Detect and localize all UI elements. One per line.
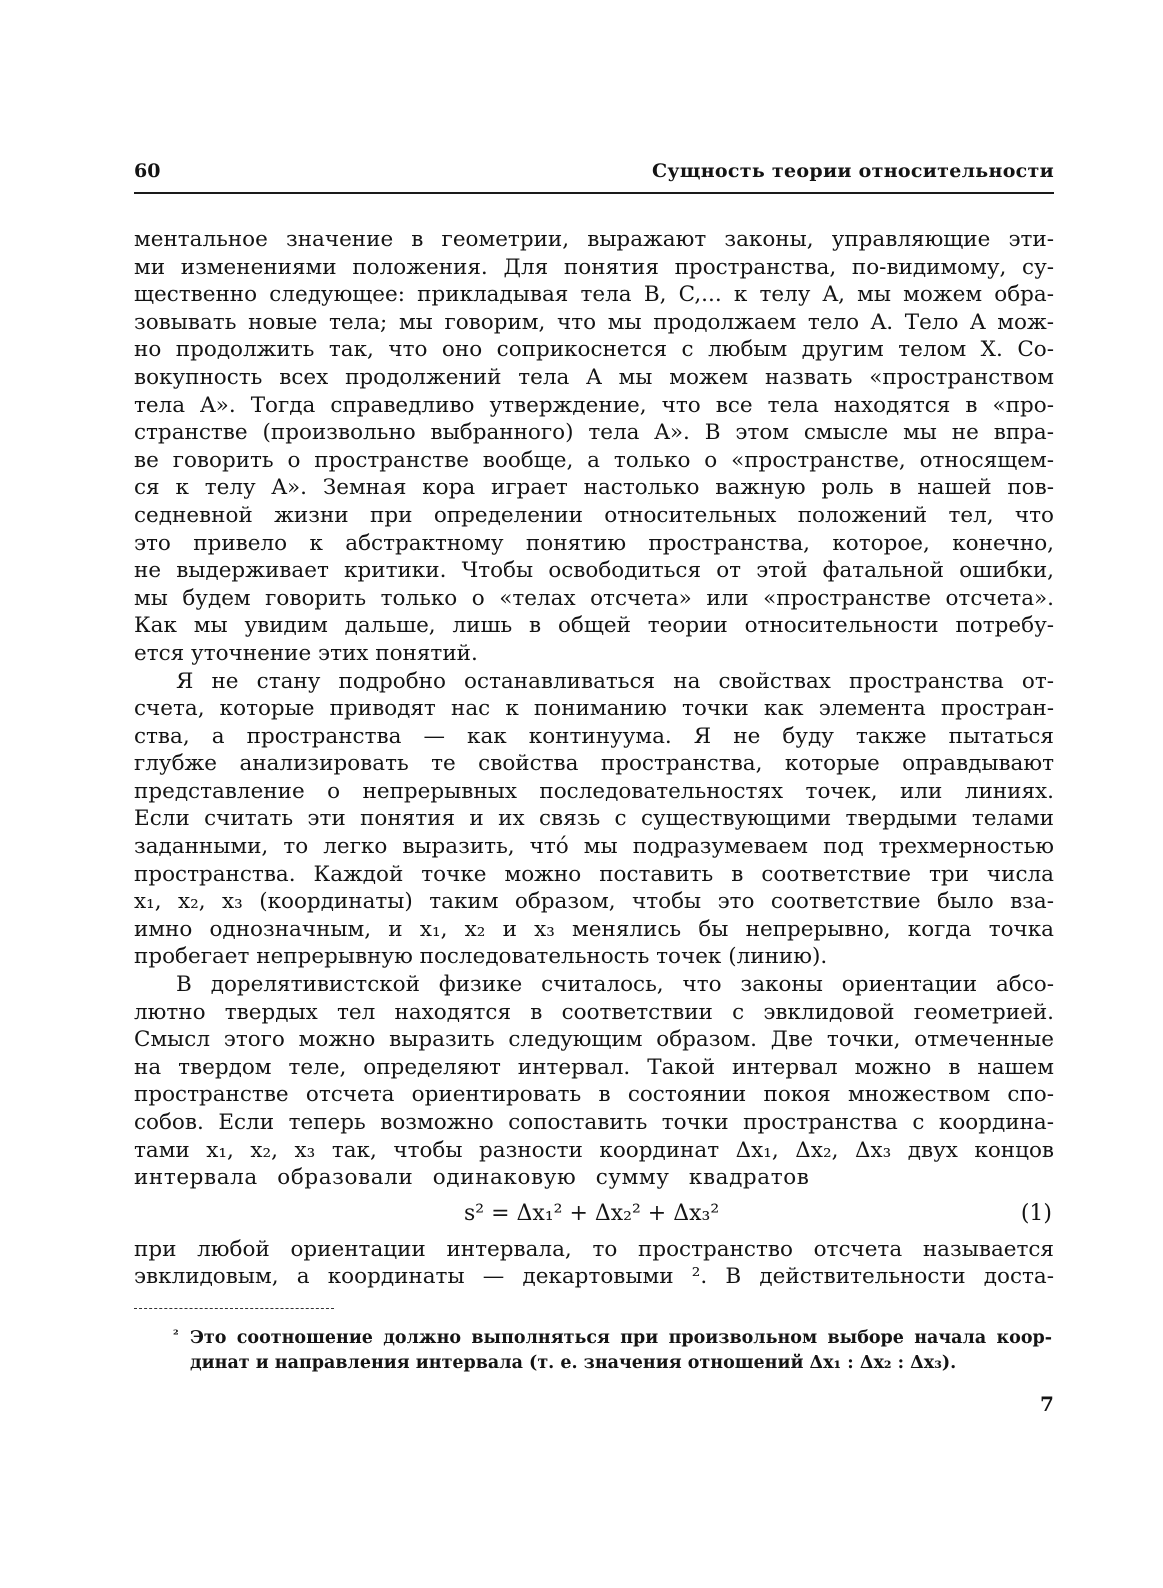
text-line: представление о непрерывных последовательностях точек, или линиях. xyxy=(134,778,1054,804)
text-line: щественно следующее: прикладывая тела B, C,... к телу A, мы можем обра- xyxy=(134,282,1054,308)
text-line: счета, которые приводят нас к пониманию точки как элемента простран- xyxy=(134,696,1054,722)
text-line: это привело к абстрактному понятию пространства, которое, конечно, xyxy=(134,530,1054,556)
text-line: x₁, x₂, x₃ (координаты) таким образом, чтобы это соответствие было вза- xyxy=(134,889,1054,915)
text-line: глубже анализировать те свойства пространства, которые оправдывают xyxy=(134,751,1054,777)
text-line: собов. Если теперь возможно сопоставить точки пространства с координа- xyxy=(134,1110,1054,1135)
text-line: вокупность всех продолжений тела A мы можем назвать «пространством xyxy=(134,364,1054,390)
paragraph-1 xyxy=(134,226,1054,668)
text-line: но продолжить так, что оно соприкоснется с любым другим телом X. Со- xyxy=(134,337,1054,363)
text-line: Я не стану подробно останавливаться на свойствах пространства от- xyxy=(176,668,1054,694)
running-header xyxy=(134,160,1054,194)
text-line: не выдерживает критики. Чтобы освободиться от этой фатальной ошибки, xyxy=(134,558,1054,584)
text-line: ментальное значение в геометрии, выражают законы, управляющие эти- xyxy=(134,227,1054,252)
text-line: тела A». Тогда справедливо утверждение, что все тела находятся в «про- xyxy=(134,392,1054,418)
text-line: лютно твердых тел находятся в соответствии с эвклидовой геометрией. xyxy=(134,999,1054,1025)
running-title: Сущность теории относительности xyxy=(651,160,1054,182)
text-line: зовывать новые тела; мы говорим, что мы продолжаем тело A. Тело A мож- xyxy=(134,309,1054,335)
text-line: странстве (произвольно выбранного) тела A». В этом смысле мы не впра- xyxy=(134,420,1054,446)
text-line: имно однозначным, и x₁, x₂ и x₃ менялись бы непрерывно, когда точка xyxy=(134,916,1054,942)
text-line: ется уточнение этих понятий. xyxy=(134,640,478,666)
text-line: Как мы увидим дальше, лишь в общей теории относительности потребу- xyxy=(134,613,1054,639)
text-line: седневной жизни при определении относительных положений тел, что xyxy=(134,502,1054,528)
footnote-line: Это соотношение должно выполняться при произвольном выборе начала коор- xyxy=(190,1328,1052,1348)
text-line: тами x₁, x₂, x₃ так, чтобы разности координат Δx₁, Δx₂, Δx₃ двух концов xyxy=(134,1137,1054,1163)
paragraph-4 xyxy=(134,1236,1054,1291)
text-line: на твердом теле, определяют интервал. Такой интервал можно в нашем xyxy=(134,1054,1054,1080)
signature-mark: 7 xyxy=(1040,1392,1054,1416)
footnote-mark: ² xyxy=(173,1328,179,1343)
page-number: 60 xyxy=(134,160,161,182)
text-line: заданными, то легко выразить, что́ мы подразумеваем под трехмерностью xyxy=(134,834,1054,860)
text-line: В дорелятивистской физике считалось, что законы ориентации абсо- xyxy=(176,972,1054,998)
text-line: ства, а пространства — как континуума. Я не буду также пытаться xyxy=(134,723,1054,749)
footnote-separator xyxy=(134,1308,334,1309)
footnote-line: динат и направления интервала (т. е. значения отношений Δx₁ : Δx₂ : Δx₃). xyxy=(190,1353,957,1373)
paragraph-3 xyxy=(134,971,1054,1192)
equation-number: (1) xyxy=(1020,1200,1052,1226)
text-line: пространстве отсчета ориентировать в состоянии покоя множеством спо- xyxy=(134,1082,1054,1108)
text-line: пробегает непрерывную последовательность точек (линию). xyxy=(134,944,828,970)
main-text xyxy=(134,226,1054,1291)
text-line: ся к телу A». Земная кора играет настолько важную роль в нашей пов- xyxy=(134,475,1054,501)
text-line: Если считать эти понятия и их связь с существующими твердыми телами xyxy=(134,806,1054,832)
text-line: мы будем говорить только о «телах отсчета» или «пространстве отсчета». xyxy=(134,585,1054,611)
text-line: эвклидовым, а координаты — декартовыми ². В действительности доста- xyxy=(134,1264,1054,1290)
equation-formula: s² = Δx₁² + Δx₂² + Δx₃² xyxy=(464,1200,720,1226)
text-line: Смысл этого можно выразить следующим образом. Две точки, отмеченные xyxy=(134,1027,1054,1053)
text-line: интервала образовали одинаковую сумму квадратов xyxy=(134,1165,810,1191)
text-line: ве говорить о пространстве вообще, а только о «пространстве, относящем- xyxy=(134,447,1054,473)
footnote xyxy=(173,1326,1052,1376)
text-line: пространства. Каждой точке можно поставить в соответствие три числа xyxy=(134,861,1054,887)
text-line: ми изменениями положения. Для понятия пространства, по-видимому, су- xyxy=(134,254,1054,280)
equation-1 xyxy=(134,1192,1054,1236)
paragraph-2 xyxy=(134,668,1054,972)
text-line: при любой ориентации интервала, то пространство отсчета называется xyxy=(134,1236,1054,1262)
